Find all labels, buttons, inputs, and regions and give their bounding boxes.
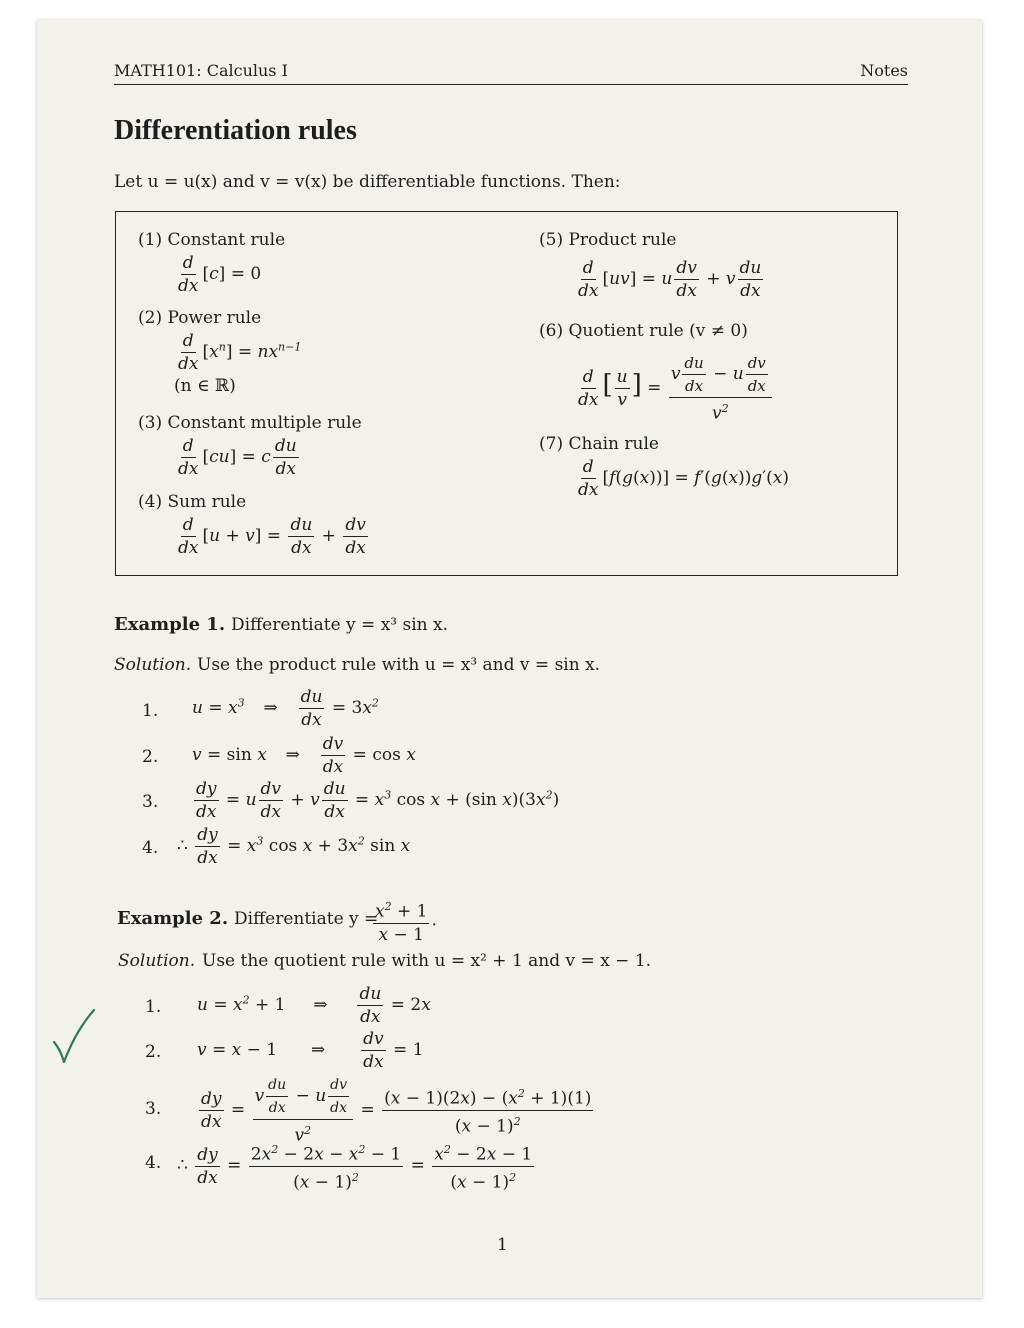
page-number: 1 — [497, 1235, 508, 1255]
example-1-step-3: $\frac{dy}{dx}$ = u $\frac{dv}{dx}$ + v $\frac{du}{dx}$ = $x^3$ cos x + (sin $x)(3x^2)$ — [196, 779, 560, 822]
example-1-solution-label: Solution. — [114, 655, 192, 675]
example-2-step-4-number: 4. — [145, 1153, 162, 1173]
rule-constant-multiple-formula: $\frac{d}{dx}$ [cu] = c $\frac{du}{dx}$ — [178, 436, 297, 479]
rule-chain-formula: $\frac{d}{dx}$ [f(g(x))] = f′(g(x))g′(x) — [578, 457, 789, 500]
example-1-step-2: v = sin x ⇒ $\frac{dv}{dx}$ = cos x — [192, 734, 416, 777]
rule-quotient-label: (6) Quotient rule (v ≠ 0) — [539, 321, 748, 341]
example-2-step-2: v = x − 1 ⇒ $\frac{dv}{dx}$ = 1 — [197, 1029, 424, 1072]
rule-quotient-formula: $\frac{d}{dx}$ [ $\frac{u}{v}$ ] = v $\frac{du}{dx}$ − u $\frac{dv}{dx}$ $v^2$ — [574, 352, 774, 425]
example-2-step-4: ∴ $\frac{dy}{dx}$ = $\frac{2x^2 - 2x - x^2 - 1}{(x - 1)^2}$ = $\frac{x^2 - 2x - 1}{(x - 1)^2}$ — [177, 1139, 536, 1193]
example-1-task: Differentiate y = x³ sin x. — [231, 615, 449, 635]
rule-power-formula: $\frac{d}{dx}$ $[x^n] = nx^{n-1}$ — [178, 331, 302, 374]
example-1-step-1-number: 1. — [142, 701, 159, 721]
example-2-label: Example 2. — [117, 908, 229, 929]
check-mark-icon — [52, 1008, 96, 1068]
rule-constant-multiple-label: (3) Constant multiple rule — [138, 413, 362, 433]
rule-constant-label: (1) Constant rule — [138, 230, 286, 250]
example-2-solution-label: Solution. — [118, 951, 196, 971]
example-2-task-prefix: Differentiate y = — [234, 909, 379, 929]
example-1-label: Example 1. — [114, 614, 226, 635]
rule-power-condition: (n ∈ ℝ) — [174, 376, 236, 396]
rule-sum-formula: $\frac{d}{dx}$ [u + v] = $\frac{du}{dx}$ + $\frac{dv}{dx}$ — [178, 515, 366, 558]
rules-box — [115, 211, 898, 576]
course-header: MATH101: Calculus I — [114, 61, 288, 80]
page-title: Differentiation rules — [114, 115, 357, 146]
notes-header: Notes — [860, 61, 908, 80]
example-2-step-1-number: 1. — [145, 997, 162, 1017]
example-2-step-3: $\frac{dy}{dx}$ = v $\frac{du}{dx}$ − u $\frac{dv}{dx}$ $v^2$ = $\frac{(x - 1)(2x) - (x^2 + 1)(1)}{(x - 1)^2}$ — [197, 1074, 595, 1147]
intro-text: Let u = u(x) and v = v(x) be differentiable functions. Then: — [114, 172, 621, 192]
example-2-step-2-number: 2. — [145, 1042, 162, 1062]
example-2-step-3-number: 3. — [145, 1099, 162, 1119]
example-1-step-4-number: 4. — [142, 838, 159, 858]
example-2-solution-text: Use the quotient rule with u = x² + 1 and v = x − 1. — [202, 951, 652, 971]
rule-chain-label: (7) Chain rule — [539, 434, 659, 454]
rule-product-label: (5) Product rule — [539, 230, 677, 250]
rule-product-formula: $\frac{d}{dx}$ [uv] = u $\frac{dv}{dx}$ + v $\frac{du}{dx}$ — [578, 258, 762, 301]
example-2-step-1: $u = x^2 + 1$ ⇒ $\frac{du}{dx}$ = 2x — [197, 984, 431, 1027]
header-rule — [114, 84, 908, 85]
example-1-step-4: ∴ $\frac{dy}{dx}$ = $x^3$ $\cos x + 3x^2$ sin x — [177, 825, 411, 868]
example-1-solution-text: Use the product rule with u = x³ and v = sin x. — [197, 655, 601, 675]
rule-sum-label: (4) Sum rule — [138, 492, 247, 512]
rule-constant-formula: $\frac{d}{dx}$ [c] = 0 — [178, 253, 262, 296]
document-page — [37, 20, 982, 1298]
example-1-step-1: $u = x^3$ ⇒ $\frac{du}{dx}$ = $3x^2$ — [192, 687, 379, 730]
example-2-task-fraction: $\frac{x^2 + 1}{x - 1}$ . — [371, 896, 437, 946]
example-1-step-2-number: 2. — [142, 747, 159, 767]
example-1-step-3-number: 3. — [142, 792, 159, 812]
rule-power-label: (2) Power rule — [138, 308, 262, 328]
